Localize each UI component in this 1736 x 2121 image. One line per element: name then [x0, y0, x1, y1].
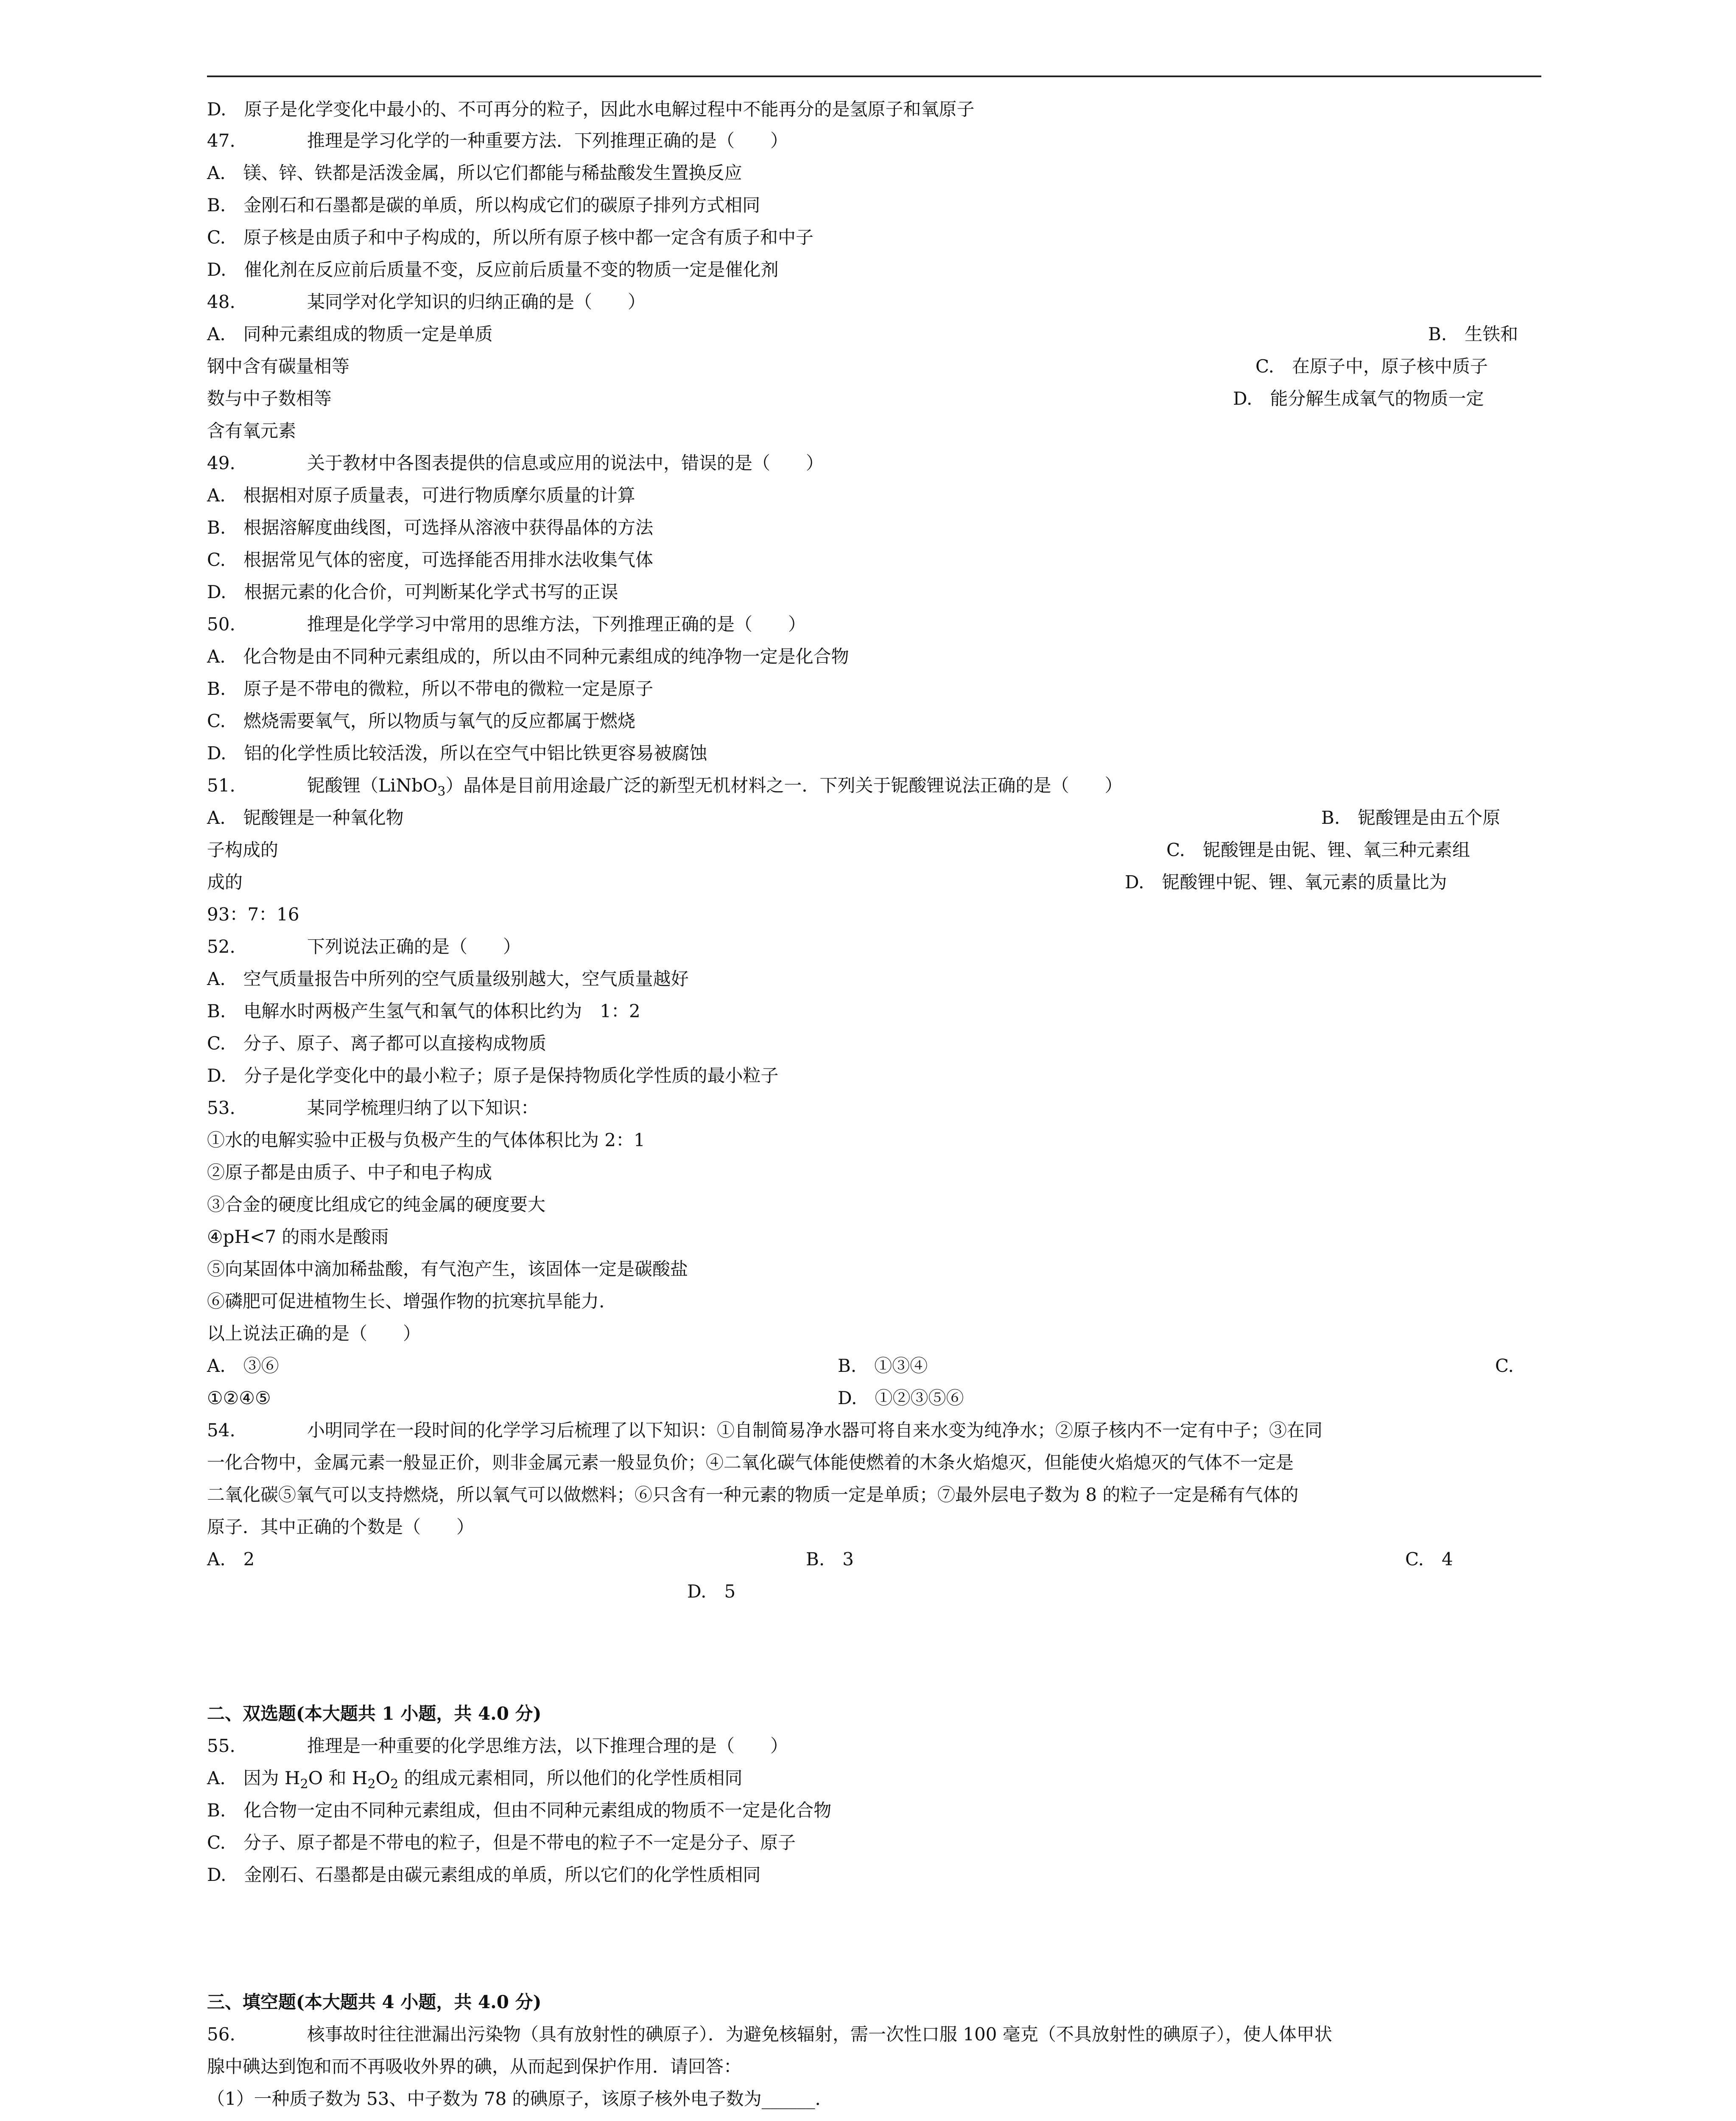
q49-number: 49. [207, 453, 235, 473]
q55-number: 55. [207, 1735, 235, 1756]
q52-option-c: C. 分子、原子、离子都可以直接构成物质 [207, 1033, 546, 1054]
q54-stem-line-1: 小明同学在一段时间的化学学习后梳理了以下知识：①自制简易净水器可将自来水变为纯净水；②原子核内不一定有中子；③在同 [307, 1420, 1323, 1441]
q51-option-a: A. 铌酸锂是一种氧化物 [207, 807, 404, 828]
q56-part-1: （1）一种质子数为 53、中子数为 78 的碘原子，该原子核外电子数为______． [207, 2088, 833, 2109]
q53-option-b: B. ①③④ [838, 1355, 928, 1376]
q50-number: 50. [207, 614, 235, 635]
q49-option-c: C. 根据常见气体的密度，可选择能否用排水法收集气体 [207, 549, 653, 570]
q51-option-b-cont: 子构成的 [207, 839, 279, 860]
q52-option-a: A. 空气质量报告中所列的空气质量级别越大，空气质量越好 [207, 968, 689, 989]
q54-option-c: C. 4 [1405, 1549, 1453, 1570]
q53-option-d: D. ①②③⑤⑥ [838, 1388, 964, 1408]
q47-option-a: A. 镁、锌、铁都是活泼金属，所以它们都能与稀盐酸发生置换反应 [207, 162, 742, 183]
q53-statement-5: ⑤向某固体中滴加稀盐酸，有气泡产生，该固体一定是碳酸盐 [207, 1259, 688, 1279]
q50-option-a: A. 化合物是由不同种元素组成的，所以由不同种元素组成的纯净物一定是化合物 [207, 646, 849, 667]
q47-number: 47. [207, 130, 235, 151]
q54-stem-line-3: 二氧化碳⑤氧气可以支持燃烧，所以氧气可以做燃料；⑥只含有一种元素的物质一定是单质；⑦最外层电子数为 8 的粒子一定是稀有气体的 [207, 1484, 1299, 1505]
q54-option-d: D. 5 [687, 1581, 736, 1602]
q54-stem-line-4: 原子．其中正确的个数是（ ） [207, 1517, 475, 1537]
q51-option-b: B. 铌酸锂是由五个原 [1321, 807, 1501, 828]
q52-number: 52. [207, 936, 235, 957]
q48-option-c-cont: 数与中子数相等 [207, 388, 332, 409]
q48-option-d-cont: 含有氧元素 [207, 420, 296, 441]
q48-option-a: A. 同种元素组成的物质一定是单质 [207, 324, 493, 344]
q53-option-c-cont: ①②④⑤ [207, 1388, 271, 1408]
q48-stem: 某同学对化学知识的归纳正确的是（ ） [307, 291, 646, 312]
q47-stem: 推理是学习化学的一种重要方法．下列推理正确的是（ ） [307, 130, 788, 151]
q48-option-c: C. 在原子中，原子核中质子 [1255, 356, 1488, 377]
q47-option-b: B. 金刚石和石墨都是碳的单质，所以构成它们的碳原子排列方式相同 [207, 195, 760, 215]
q53-number: 53. [207, 1097, 235, 1118]
q51-option-c: C. 铌酸锂是由铌、锂、氧三种元素组 [1166, 839, 1470, 860]
q54-stem-line-2: 一化合物中，金属元素一般显正价，则非金属元素一般显负价；④二氧化碳气体能使燃着的木条火焰熄灭，但能使火焰熄灭的气体不一定是 [207, 1452, 1294, 1473]
q50-option-d: D. 铝的化学性质比较活泼，所以在空气中铝比铁更容易被腐蚀 [207, 743, 707, 764]
q53-question: 以上说法正确的是（ ） [207, 1323, 421, 1344]
q52-option-b: B. 电解水时两极产生氢气和氧气的体积比约为 1：2 [207, 1001, 640, 1021]
section-heading-fill-in: 三、填空题(本大题共 4 小题，共 4.0 分) [207, 1992, 542, 2012]
q48-option-b-cont: 钢中含有碳量相等 [207, 356, 350, 377]
q49-stem: 关于教材中各图表提供的信息或应用的说法中，错误的是（ ） [307, 453, 824, 473]
q52-option-d: D. 分子是化学变化中的最小粒子；原子是保持物质化学性质的最小粒子 [207, 1065, 779, 1086]
q56-part-2 [207, 2118, 788, 2121]
q53-option-c: C. [1495, 1355, 1514, 1376]
q52-stem: 下列说法正确的是（ ） [307, 936, 521, 957]
q55-option-d: D. 金刚石、石墨都是由碳元素组成的单质，所以它们的化学性质相同 [207, 1864, 761, 1885]
q53-statement-2: ②原子都是由质子、中子和电子构成 [207, 1162, 492, 1183]
q51-option-c-cont: 成的 [207, 872, 243, 893]
q53-stem: 某同学梳理归纳了以下知识： [307, 1097, 539, 1118]
q55-option-c: C. 分子、原子都是不带电的粒子，但是不带电的粒子不一定是分子、原子 [207, 1832, 796, 1853]
q48-number: 48. [207, 291, 235, 312]
q53-statement-6: ⑥磷肥可促进植物生长、增强作物的抗寒抗旱能力. [207, 1291, 605, 1312]
q53-statement-4: ④pH<7 的雨水是酸雨 [207, 1226, 389, 1247]
header-rule [207, 76, 1541, 77]
q55-option-a: A. 因为 $H_2O$ 和 $H_2O_2$ 的组成元素相同，所以他们的化学性质相同 [207, 1768, 743, 1792]
q48-option-d: D. 能分解生成氧气的物质一定 [1233, 388, 1484, 409]
q54-number: 54. [207, 1420, 235, 1441]
q56-stem-line-1: 核事故时往往泄漏出污染物（具有放射性的碘原子）．为避免核辐射，需一次性口服 100 毫克（不具放射性的碘原子），使人体甲状 [307, 2024, 1332, 2045]
q51-option-d: D. 铌酸锂中铌、锂、氧元素的质量比为 [1125, 872, 1447, 893]
q53-option-a: A. ③⑥ [207, 1355, 279, 1376]
q54-option-b: B. 3 [806, 1549, 854, 1570]
q56-number: 56. [207, 2024, 235, 2045]
q46-option-d: D. 原子是化学变化中最小的、不可再分的粒子，因此水电解过程中不能再分的是氢原子和氧原子 [207, 99, 975, 120]
q50-option-c: C. 燃烧需要氧气，所以物质与氧气的反应都属于燃烧 [207, 711, 635, 731]
q50-option-b: B. 原子是不带电的微粒，所以不带电的微粒一定是原子 [207, 678, 654, 699]
q53-statement-1: ①水的电解实验中正极与负极产生的气体体积比为 2：1 [207, 1130, 645, 1150]
q49-option-d: D. 根据元素的化合价，可判断某化学式书写的正误 [207, 582, 618, 602]
q54-option-a: A. 2 [207, 1549, 255, 1570]
q51-number: 51. [207, 775, 235, 796]
q47-option-d: D. 催化剂在反应前后质量不变，反应前后质量不变的物质一定是催化剂 [207, 259, 779, 280]
q49-option-a: A. 根据相对原子质量表，可进行物质摩尔质量的计算 [207, 485, 635, 506]
q55-stem: 推理是一种重要的化学思维方法，以下推理合理的是（ ） [307, 1735, 788, 1756]
q48-option-b: B. 生铁和 [1428, 324, 1518, 344]
q47-option-c: C. 原子核是由质子和中子构成的，所以所有原子核中都一定含有质子和中子 [207, 227, 813, 248]
q51-stem: 铌酸锂（LiNbO$_3$）晶体是目前用途最广泛的新型无机材料之一．下列关于铌酸锂说法正确的是（ ） [307, 775, 1123, 799]
q51-option-d-cont: 93：7：16 [207, 904, 299, 925]
q55-option-b: B. 化合物一定由不同种元素组成，但由不同种元素组成的物质不一定是化合物 [207, 1800, 832, 1821]
section-heading-double-choice: 二、双选题(本大题共 1 小题，共 4.0 分) [207, 1703, 542, 1724]
q49-option-b: B. 根据溶解度曲线图，可选择从溶液中获得晶体的方法 [207, 517, 654, 538]
q50-stem: 推理是化学学习中常用的思维方法，下列推理正确的是（ ） [307, 614, 806, 635]
q53-statement-3: ③合金的硬度比组成它的纯金属的硬度要大 [207, 1194, 546, 1215]
q56-stem-line-2: 腺中碘达到饱和而不再吸收外界的碘，从而起到保护作用．请回答： [207, 2056, 742, 2077]
